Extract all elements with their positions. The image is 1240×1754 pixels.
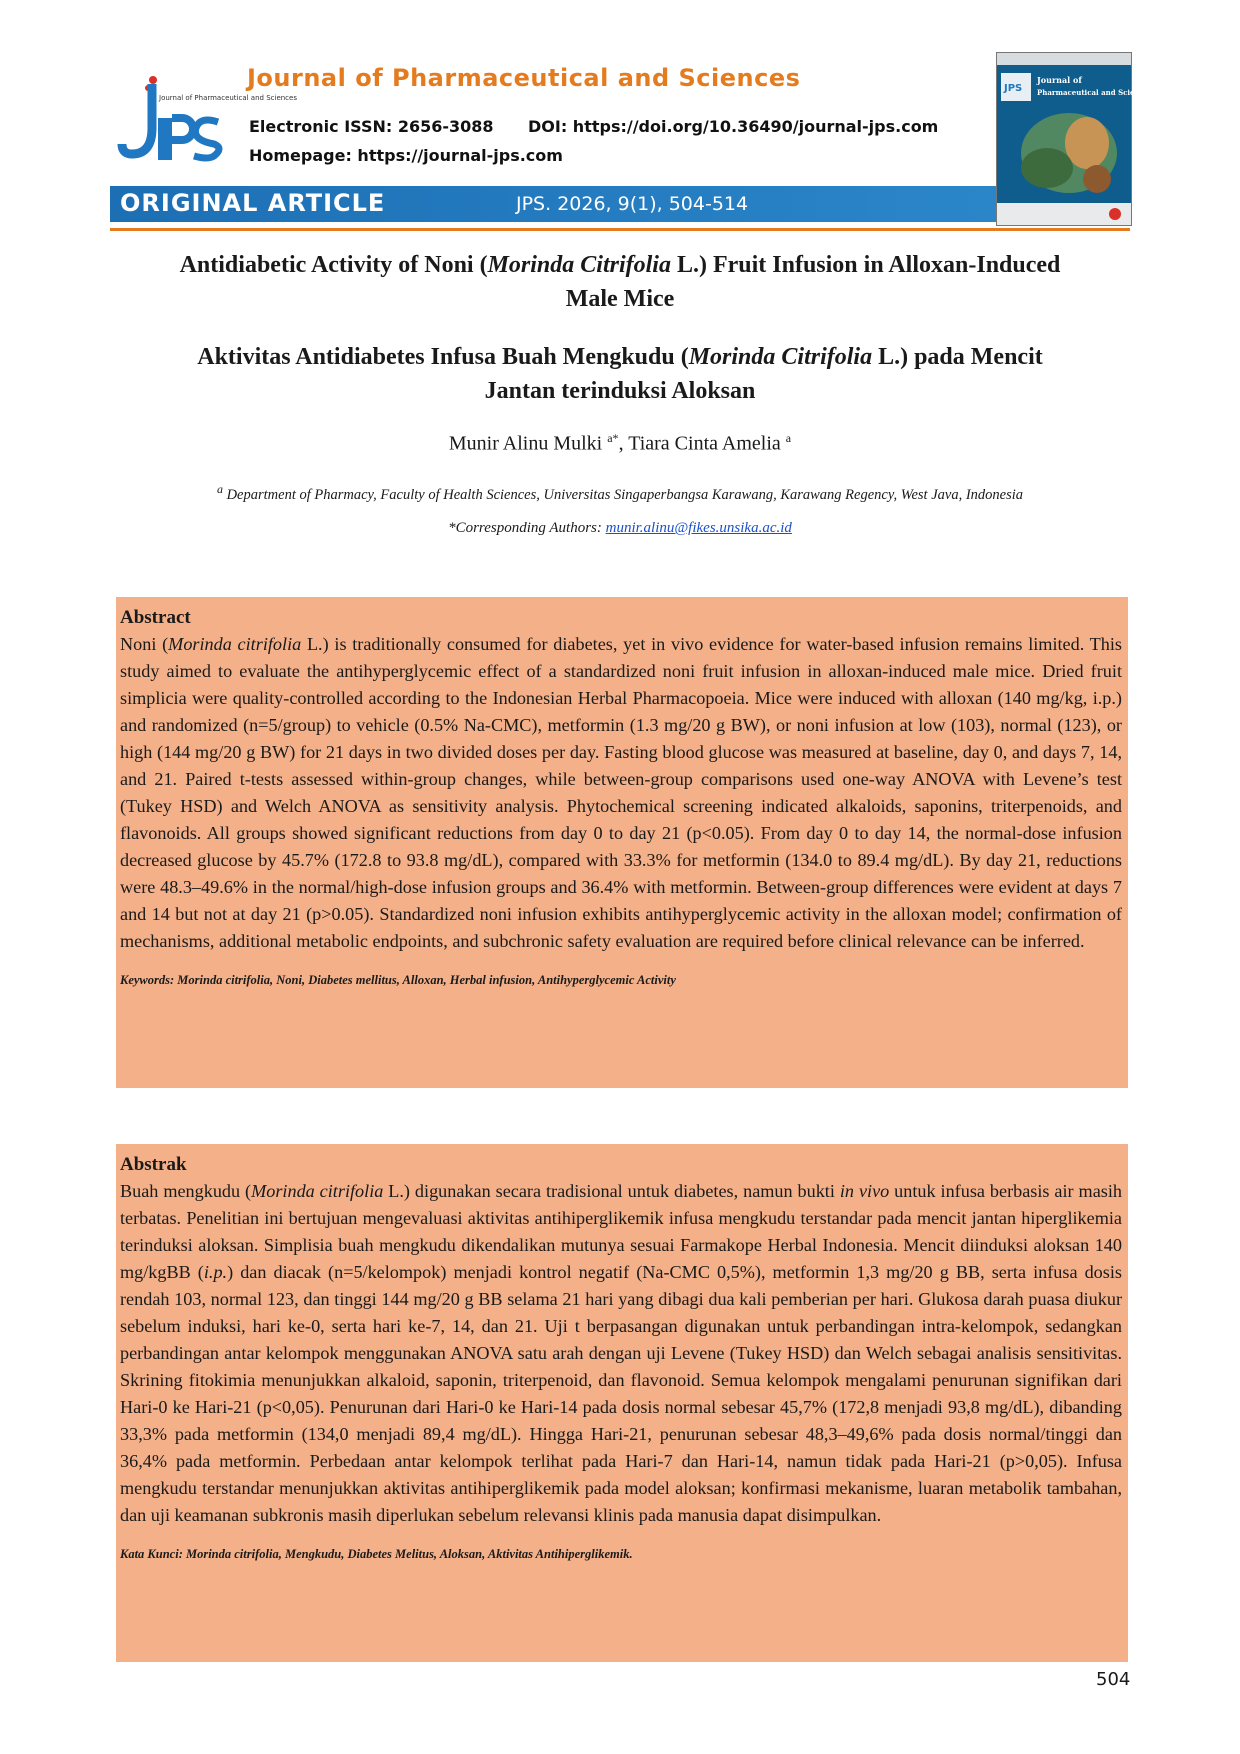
- abstract-english-text: Noni (Morinda citrifolia L.) is traditionally consumed for diabetes, yet in vivo evidence for water-based infusion remains limited. This study aimed to evaluate the antihyperglycemic effect of a standardized noni fruit infusion in alloxan-induced male mice. Dried fruit simplicia were quality-controlled according to the Indonesian Herbal Pharmacopoeia. Mice were induced with alloxan (140 mg/kg, i.p.) and randomized (n=5/group) to vehicle (0.5% Na-CMC), metformin (1.3 mg/20 g BW), or noni infusion at low (103), normal (123), or high (144 mg/20 g BW) for 21 days in two divided doses per day. Fasting blood glucose was measured at baseline, day 0, and days 7, 14, and 21. Paired t-tests assessed within-group changes, while between-group comparisons used one-way ANOVA with Levene’s test (Tukey HSD) and Welch ANOVA as sensitivity analysis. Phytochemical screening indicated alkaloids, saponins, triterpenoids, and flavonoids. All groups showed significant reductions from day 0 to day 21 (p<0.05). From day 0 to day 14, the normal-dose infusion decreased glucose by 45.7% (172.8 to 93.8 mg/dL), compared with 33.3% for metformin (134.0 to 89.4 mg/dL). By day 21, reductions were 48.3–49.6% in the normal/high-dose infusion groups and 36.4% with metformin. Between-group differences were evident at days 7 and 14 but not at day 21 (p>0.05). Standardized noni infusion exhibits antihyperglycemic activity in the alloxan model; confirmation of mechanisms, additional metabolic endpoints, and subchronic safety evaluation are required before clinical relevance can be inferred.: [120, 634, 1123, 951]
- journal-doi[interactable]: DOI: https://doi.org/10.36490/journal-jps.com: [528, 117, 939, 136]
- header-divider: [110, 228, 1130, 231]
- abstrak-heading: Abstrak: [120, 1154, 187, 1175]
- svg-text:JPS: JPS: [1004, 83, 1023, 94]
- cover-title-1: Journal of: [1037, 75, 1082, 85]
- corresponding-email-link[interactable]: munir.alinu@fikes.unsika.ac.id: [605, 520, 792, 536]
- journal-homepage[interactable]: Homepage: https://journal-jps.com: [249, 146, 563, 165]
- page-number: 504: [1096, 1669, 1131, 1690]
- journal-issn: Electronic ISSN: 2656-3088: [249, 117, 494, 136]
- abstract-heading: Abstract: [120, 607, 191, 628]
- article-type-label: ORIGINAL ARTICLE: [120, 189, 386, 217]
- article-citation: JPS. 2026, 9(1), 504-514: [516, 193, 749, 215]
- cover-illustration: [997, 53, 1153, 225]
- title-english: Antidiabetic Activity of Noni (Morinda Citrifolia L.) Fruit Infusion in Alloxan-Induced Male Mice: [179, 252, 1061, 312]
- abstract-indonesian-box: [116, 1144, 1128, 1662]
- author-list: Munir Alinu Mulki $^{a*}$, Tiara Cinta Amelia $^a$: [448, 431, 792, 455]
- journal-logo: [118, 70, 297, 166]
- affiliation: $^a$ Department of Pharmacy, Faculty of Health Sciences, Universitas Singaperbangsa Karawang, Karawang Regency, West Java, Indonesia: [216, 482, 1024, 503]
- jps-logo-icon: [118, 70, 297, 166]
- corresponding-author: *Corresponding Authors: munir.alinu@fikes.unsika.ac.id: [448, 520, 792, 536]
- title-indonesian: Aktivitas Antidiabetes Infusa Buah Mengkudu (Morinda Citrifolia L.) pada Mencit Jantan terinduksi Aloksan: [197, 344, 1043, 404]
- keywords-english: Keywords: Morinda citrifolia, Noni, Diabetes mellitus, Alloxan, Herbal infusion, Antihyperglycemic Activity: [120, 973, 676, 987]
- cover-title-2: Pharmaceutical and Sciences: [1037, 88, 1153, 97]
- abstract-english-box: [116, 597, 1128, 1088]
- abstract-indonesian-text: Buah mengkudu (Morinda citrifolia L.) digunakan secara tradisional untuk diabetes, namun bukti in vivo untuk infusa berbasis air masih terbatas. Penelitian ini bertujuan mengevaluasi aktivitas antihiperglikemik infusa mengkudu terstandar pada mencit jantan hiperglikemia terinduksi aloksan. Simplisia buah mengkudu dikendalikan mutunya sesuai Farmakope Herbal Indonesia. Mencit diinduksi aloksan 140 mg/kgBB (i.p.) dan diacak (n=5/kelompok) menjadi kontrol negatif (Na-CMC 0,5%), metformin 1,3 mg/20 g BB, serta infusa dosis rendah 103, normal 123, dan tinggi 144 mg/20 g BB selama 21 hari yang dibagi dua kali pemberian per hari. Glukosa darah puasa diukur sebelum induksi, hari ke-0, serta hari ke-7, 14, dan 21. Uji t berpasangan digunakan untuk perbandingan intra-kelompok, sedangkan perbandingan antar kelompok menggunakan ANOVA satu arah dengan uji Levene (Tukey HSD) dan Welch sebagai analisis sensitivitas. Skrining fitokimia menunjukkan alkaloid, saponin, triterpenoid, dan flavonoid. Semua kelompok mengalami penurunan signifikan dari Hari-0 ke Hari-21 (p<0,05). Penurunan dari Hari-0 ke Hari-14 pada dosis normal sebesar 45,7% (172,8 menjadi 93,8 mg/dL), dibanding 33,3% pada metformin (134,0 menjadi 89,4 mg/dL). Hingga Hari-21, penurunan sebesar 48,3–49,6% pada dosis normal/tinggi dan 36,4% pada metformin. Perbedaan antar kelompok terlihat pada Hari-7 dan Hari-14, namun tidak pada Hari-21 (p>0,05). Infusa mengkudu terstandar menunjukkan aktivitas antihiperglikemik pada model aloksan; konfirmasi mekanisme, luaran metabolik tambahan, dan uji keamanan subkronis masih diperlukan sebelum relevansi klinis pada manusia dapat disimpulkan.: [120, 1181, 1122, 1525]
- journal-cover-image: [996, 52, 1153, 226]
- keywords-indonesian: Kata Kunci: Morinda citrifolia, Mengkudu, Diabetes Melitus, Aloksan, Aktivitas Antihiperglikemik.: [120, 1547, 633, 1561]
- journal-title: Journal of Pharmaceutical and Sciences: [247, 64, 801, 92]
- logo-caption: Journal of Pharmaceutical and Sciences: [159, 94, 297, 102]
